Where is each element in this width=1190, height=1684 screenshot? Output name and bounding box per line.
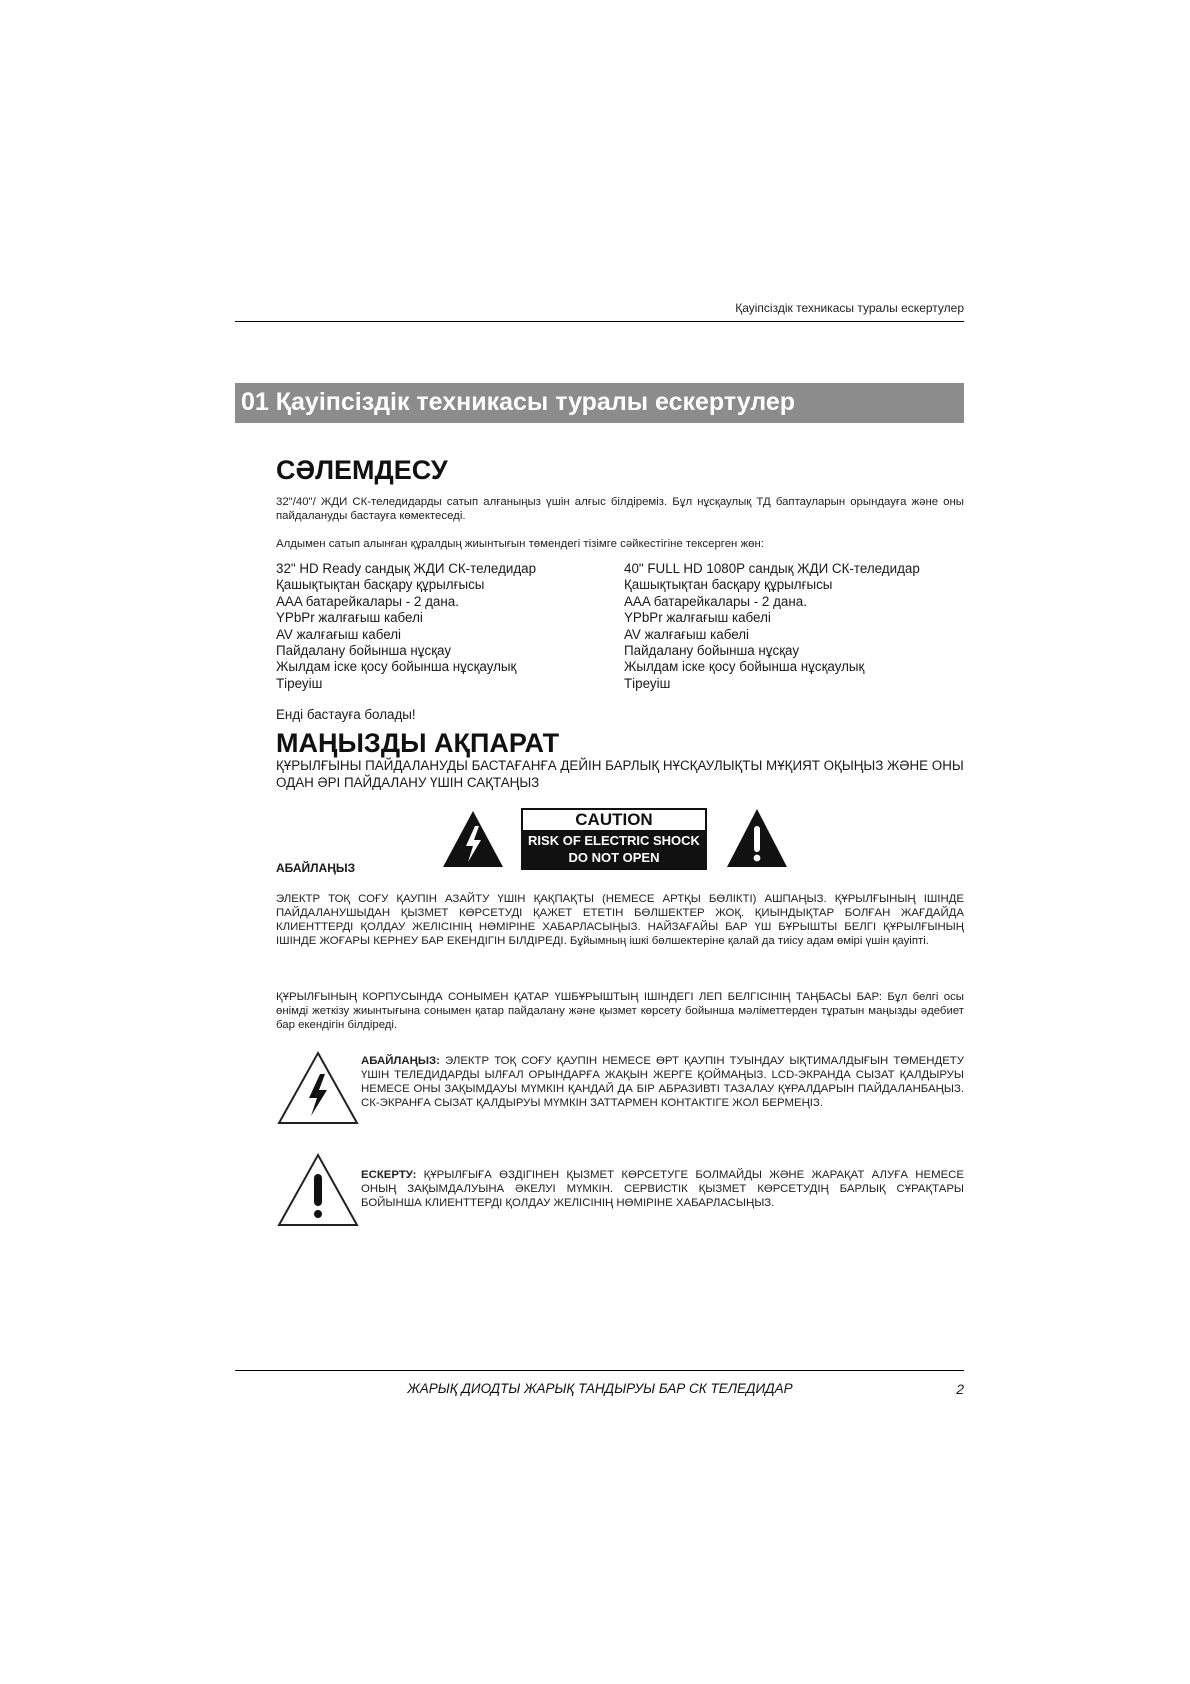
note-warning-label: ЕСКЕРТУ:: [361, 1169, 417, 1181]
greeting-check: Алдымен сатып алынған құралдың жиынтығын төмендегі тізімге сәйкестігіне тексерген жөн:: [276, 538, 764, 550]
list-item: 32" HD Ready сандық ЖДИ СК-теледидар: [276, 561, 537, 576]
corpus-symbol-text: ҚҰРЫЛҒЫНЫҢ КОРПУСЫНДА СОНЫМЕН ҚАТАР ҮШБҰРЫШТЫҢ ІШІНДЕГІ ЛЕП БЕЛГІСІНІҢ ТАҢБАСЫ БАР: Бұл белгі осы өнімді жеткізу жиынтығына сонымен қатар пайдалану және қызмет көрсету бойынша мәліметтерден тұратын маңызды әдебиет бар екендігін білдіреді.: [276, 991, 964, 1031]
section-title: 01 Қауіпсіздік техникасы туралы ескертулер: [241, 388, 796, 416]
electric-warning-text: ЭЛЕКТР ТОҚ СОҒУ ҚАУПІН АЗАЙТУ ҮШІН ҚАҚПАҚТЫ (НЕМЕСЕ АРТҚЫ БӨЛІКТІ) АШПАҢЫЗ. ҚҰРЫЛҒЫНЫҢ ІШІНДЕ ПАЙДАЛАНУШЫДАН ҚЫЗМЕТ КӨРСЕТУДІ ҚАЖЕТ ЕТЕТІН БӨЛШЕКТЕР ЖОҚ. ҚИЫНДЫҚТАР БОЛҒАН ЖАҒДАЙДА КЛИЕНТТЕРДІ ҚОЛДАУ ЖЕЛІСІНІҢ НӨМІРІНЕ ХАБАРЛАСЫҢЫЗ. НАЙЗАҒАЙЫ БАР ҮШ БҰРЫШТЫ БЕЛГІ ҚҰРЫЛҒЫНЫҢ ІШІНДЕ ЖОҒАРЫ КЕРНЕУ БАР ЕКЕНДІГІН БІЛДІРЕДІ. Бұйымның ішкі бөлшектеріне қалай да тиісу адам өмірі үшін қауіпті.: [276, 893, 964, 947]
list-item: YPbPr жалғағыш кабелі: [276, 610, 423, 626]
list-item: AV жалғағыш кабелі: [624, 626, 750, 642]
list-item: Пайдалану бойынша нұсқау: [624, 643, 800, 659]
list-item: 40" FULL HD 1080P сандық ЖДИ СК-теледидар: [624, 561, 920, 576]
lightning-triangle-icon: [442, 810, 504, 868]
important-heading: МАҢЫЗДЫ АҚПАРАТ: [276, 728, 560, 758]
caution-warning-block: [361, 1054, 964, 1110]
caution-label: [521, 808, 707, 870]
running-header: Қауіпсіздік техникасы туралы ескертулер: [735, 301, 964, 315]
greeting-intro: 32"/40"/ ЖДИ СК-теледидарды сатып алғаныңыз үшін алғыс білдіреміз. Бұл нұсқаулық ТД баптауларын орындауға және оны пайдалануды бастауға көмектеседі.: [276, 496, 964, 522]
list-item: Тіреуіш: [624, 675, 671, 691]
footer-rule: [235, 1370, 964, 1371]
list-item: Пайдалану бойынша нұсқау: [276, 643, 452, 659]
page-number: 2: [956, 1381, 964, 1397]
list-item: Жылдам іске қосу бойынша нұсқаулық: [276, 659, 517, 675]
package-list-32: [276, 561, 536, 692]
caution-title: CAUTION: [523, 810, 705, 830]
warning-label: АБАЙЛАҢЫЗ: [276, 861, 356, 875]
note-warning-text: ҚҰРЫЛҒЫҒА ӨЗДІГІНЕН ҚЫЗМЕТ КӨРСЕТУГЕ БОЛМАЙДЫ ЖӘНЕ ЖАРАҚАТ АЛУҒА НЕМЕСЕ ОНЫҢ ЗАҚЫМДАЛУЫНА ӘКЕЛУІ МҮМКІН. СЕРВИСТІК ҚЫЗМЕТ КӨРСЕТУДІҢ БАРЛЫҚ СҰРАҚТАРЫ БОЙЫНША КЛИЕНТТЕРДІ ҚОЛДАУ ЖЕЛІСІНІҢ НӨМІРІНЕ ХАБАРЛАСЫҢЫЗ.: [361, 1169, 964, 1209]
important-subtitle: ҚҰРЫЛҒЫНЫ ПАЙДАЛАНУДЫ БАСТАҒАНҒА ДЕЙІН БАРЛЫҚ НҰСҚАУЛЫҚТЫ МҰҚИЯТ ОҚЫҢЫЗ ЖӘНЕ ОНЫ ОДАН ӘРІ ПАЙДАЛАНУ ҮШІН САҚТАҢЫЗ: [276, 758, 964, 790]
header-rule: [235, 321, 964, 322]
list-item: Тіреуіш: [276, 675, 323, 691]
note-warning-block: [361, 1168, 964, 1210]
caution-line1: RISK OF ELECTRIC SHOCK: [528, 833, 700, 848]
exclamation-triangle-icon: [726, 808, 788, 868]
list-item: YPbPr жалғағыш кабелі: [624, 610, 771, 626]
greeting-heading: СӘЛЕМДЕСУ: [276, 455, 448, 485]
caution-warning-text: ЭЛЕКТР ТОҚ СОҒУ ҚАУПІН НЕМЕСЕ ӨРТ ҚАУПІН ТУЫНДАУ ЫҚТИМАЛДЫҒЫН ТӨМЕНДЕТУ ҮШІН ТЕЛЕДИДАРДЫ ЫЛҒАЛ ОРЫНДАРҒА ЖАҚЫН ЖЕРГЕ ҚОЙМАҢЫЗ. LCD-ЭКРАНДА СЫЗАТ ҚАЛДЫРУЫ НЕМЕСЕ ОНЫ ЗАҚЫМДАУЫ МҮМКІН ҚАНДАЙ ДА БІР АБРАЗИВТІ ТАЗАЛАУ ҚҰРАЛДАРЫН ПАЙДАЛАНБАҢЫЗ. СК-ЭКРАНҒА СЫЗАТ ҚАЛДЫРУЫ МҮМКІН ЗАТТАРМЕН КОНТАКТІГЕ ЖОЛ БЕРМЕҢІЗ.: [361, 1055, 964, 1109]
footer-title: ЖАРЫҚ ДИОДТЫ ЖАРЫҚ ТАНДЫРУЫ БАР СК ТЕЛЕДИДАР: [407, 1381, 793, 1396]
list-item: Қашықтықтан басқару құрылғысы: [624, 577, 833, 593]
lightning-outline-icon: [276, 1050, 360, 1126]
section-bar: [235, 383, 964, 423]
list-item: AAA батарейкалары - 2 дана.: [276, 593, 459, 609]
list-item: AAA батарейкалары - 2 дана.: [624, 593, 807, 609]
ready-text: Енді бастауға болады!: [276, 707, 416, 722]
list-item: Жылдам іске қосу бойынша нұсқаулық: [624, 659, 865, 675]
caution-line2: DO NOT OPEN: [568, 850, 660, 865]
package-list-40: [624, 561, 920, 692]
list-item: AV жалғағыш кабелі: [276, 626, 402, 642]
list-item: Қашықтықтан басқару құрылғысы: [276, 577, 485, 593]
caution-warning-label: АБАЙЛАҢЫЗ:: [361, 1055, 440, 1067]
exclamation-outline-icon: [276, 1152, 360, 1228]
